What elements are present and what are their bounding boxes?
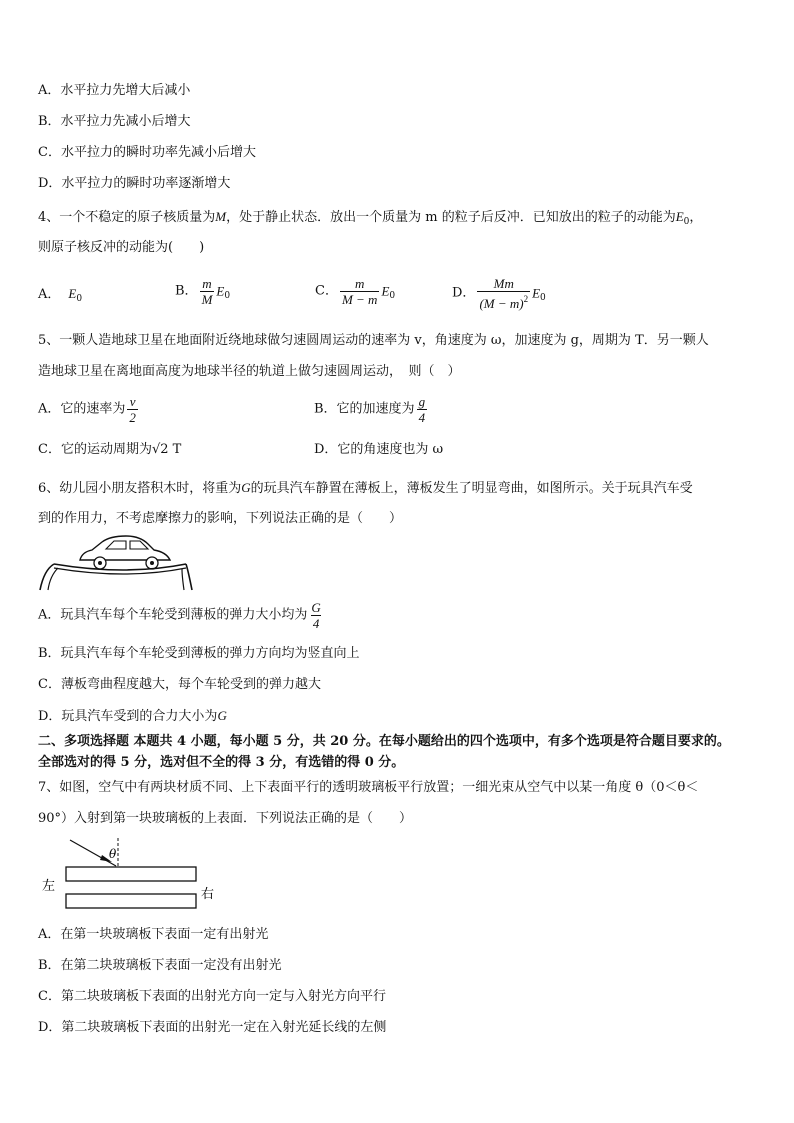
toy-car-figure [36,530,196,594]
q7-option-c: C．第二块玻璃板下表面的出射光方向一定与入射光方向平行 [38,989,386,1004]
q7-option-d: D．第二块玻璃板下表面的出射光一定在入射光延长线的左侧 [38,1020,387,1035]
q3-option-c: C．水平拉力的瞬时功率先减小后增大 [38,145,256,160]
q3-option-d: D．水平拉力的瞬时功率逐渐增大 [38,176,231,191]
q6-option-c: C．薄板弯曲程度越大，每个车轮受到的弹力越大 [38,677,321,692]
q6-option-b: B．玩具汽车每个车轮受到薄板的弹力方向均为竖直向上 [38,646,360,661]
q5-option-b: B．它的加速度为 $\frac{g}{4}$ [314,394,426,425]
q3-option-a: A．水平拉力先增大后减小 [38,83,191,98]
glass-plates-figure [38,836,218,916]
q6-option-d: D．玩具汽车受到的合力大小为G [38,708,227,724]
q6-stem-line1: 6、幼儿园小朋友搭积木时，将重为G的玩具汽车静置在薄板上，薄板发生了明显弯曲，如图所示。关于玩具汽车受 [38,480,693,496]
q4-option-b: B． $\frac{m}{M}$ $E_0$ [175,276,231,307]
q4-option-a: A． $E_0$ [38,286,83,304]
q7-option-a: A．在第一块玻璃板下表面一定有出射光 [38,927,269,942]
q6-option-a: A．玩具汽车每个车轮受到薄板的弹力大小均为 $\frac{G}{4}$ [38,600,321,631]
q4-stem-line1: 4、一个不稳定的原子核质量为M，处于静止状态．放出一个质量为 m 的粒子后反冲．已知放出的粒子的动能为$E_0$， [38,209,703,227]
q4-option-d: D． $\frac{Mm}{(M - m)^2}$ $E_0$ [452,276,546,311]
q4-stem-line2: 则原子核反冲的动能为( ) [38,240,205,255]
q7-option-b: B．在第二块玻璃板下表面一定没有出射光 [38,958,282,973]
q5-stem-line1: 5、一颗人造地球卫星在地面附近绕地球做匀速圆周运动的速率为 v，角速度为 ω，加速度为 g，周期为 T．另一颗人 [38,333,709,348]
theta-label: θ [109,847,117,861]
q6-stem-line2: 到的作用力，不考虑摩擦力的影响，下列说法正确的是（ ） [38,511,403,526]
q7-stem-line2: 90°）入射到第一块玻璃板的上表面．下列说法正确的是（ ） [38,811,413,826]
q7-stem-line1: 7、如图，空气中有两块材质不同、上下表面平行的透明玻璃板平行放置；一细光束从空气中以某一角度 θ（0＜θ＜ [38,780,699,795]
q4-option-c: C． $\frac{m}{M - m}$ $E_0$ [315,276,396,307]
q5-option-a: A．它的速率为 $\frac{v}{2}$ [38,394,136,425]
section2-heading-line2: 全部选对的得 5 分，选对但不全的得 3 分，有选错的得 0 分。 [38,755,405,770]
right-label: 右 [201,887,215,902]
q5-option-c: C．它的运动周期为√2 T [38,442,182,457]
left-label: 左 [42,879,56,894]
q5-option-d: D．它的角速度也为 ω [314,442,444,457]
q5-stem-line2: 造地球卫星在离地面高度为地球半径的轨道上做匀速圆周运动， 则（ ） [38,364,461,379]
section2-heading-line1: 二、多项选择题 本题共 4 小题，每小题 5 分，共 20 分。在每小题给出的四个选项中，有多个选项是符合题目要求的。 [38,734,730,749]
q3-option-b: B．水平拉力先减小后增大 [38,114,191,129]
